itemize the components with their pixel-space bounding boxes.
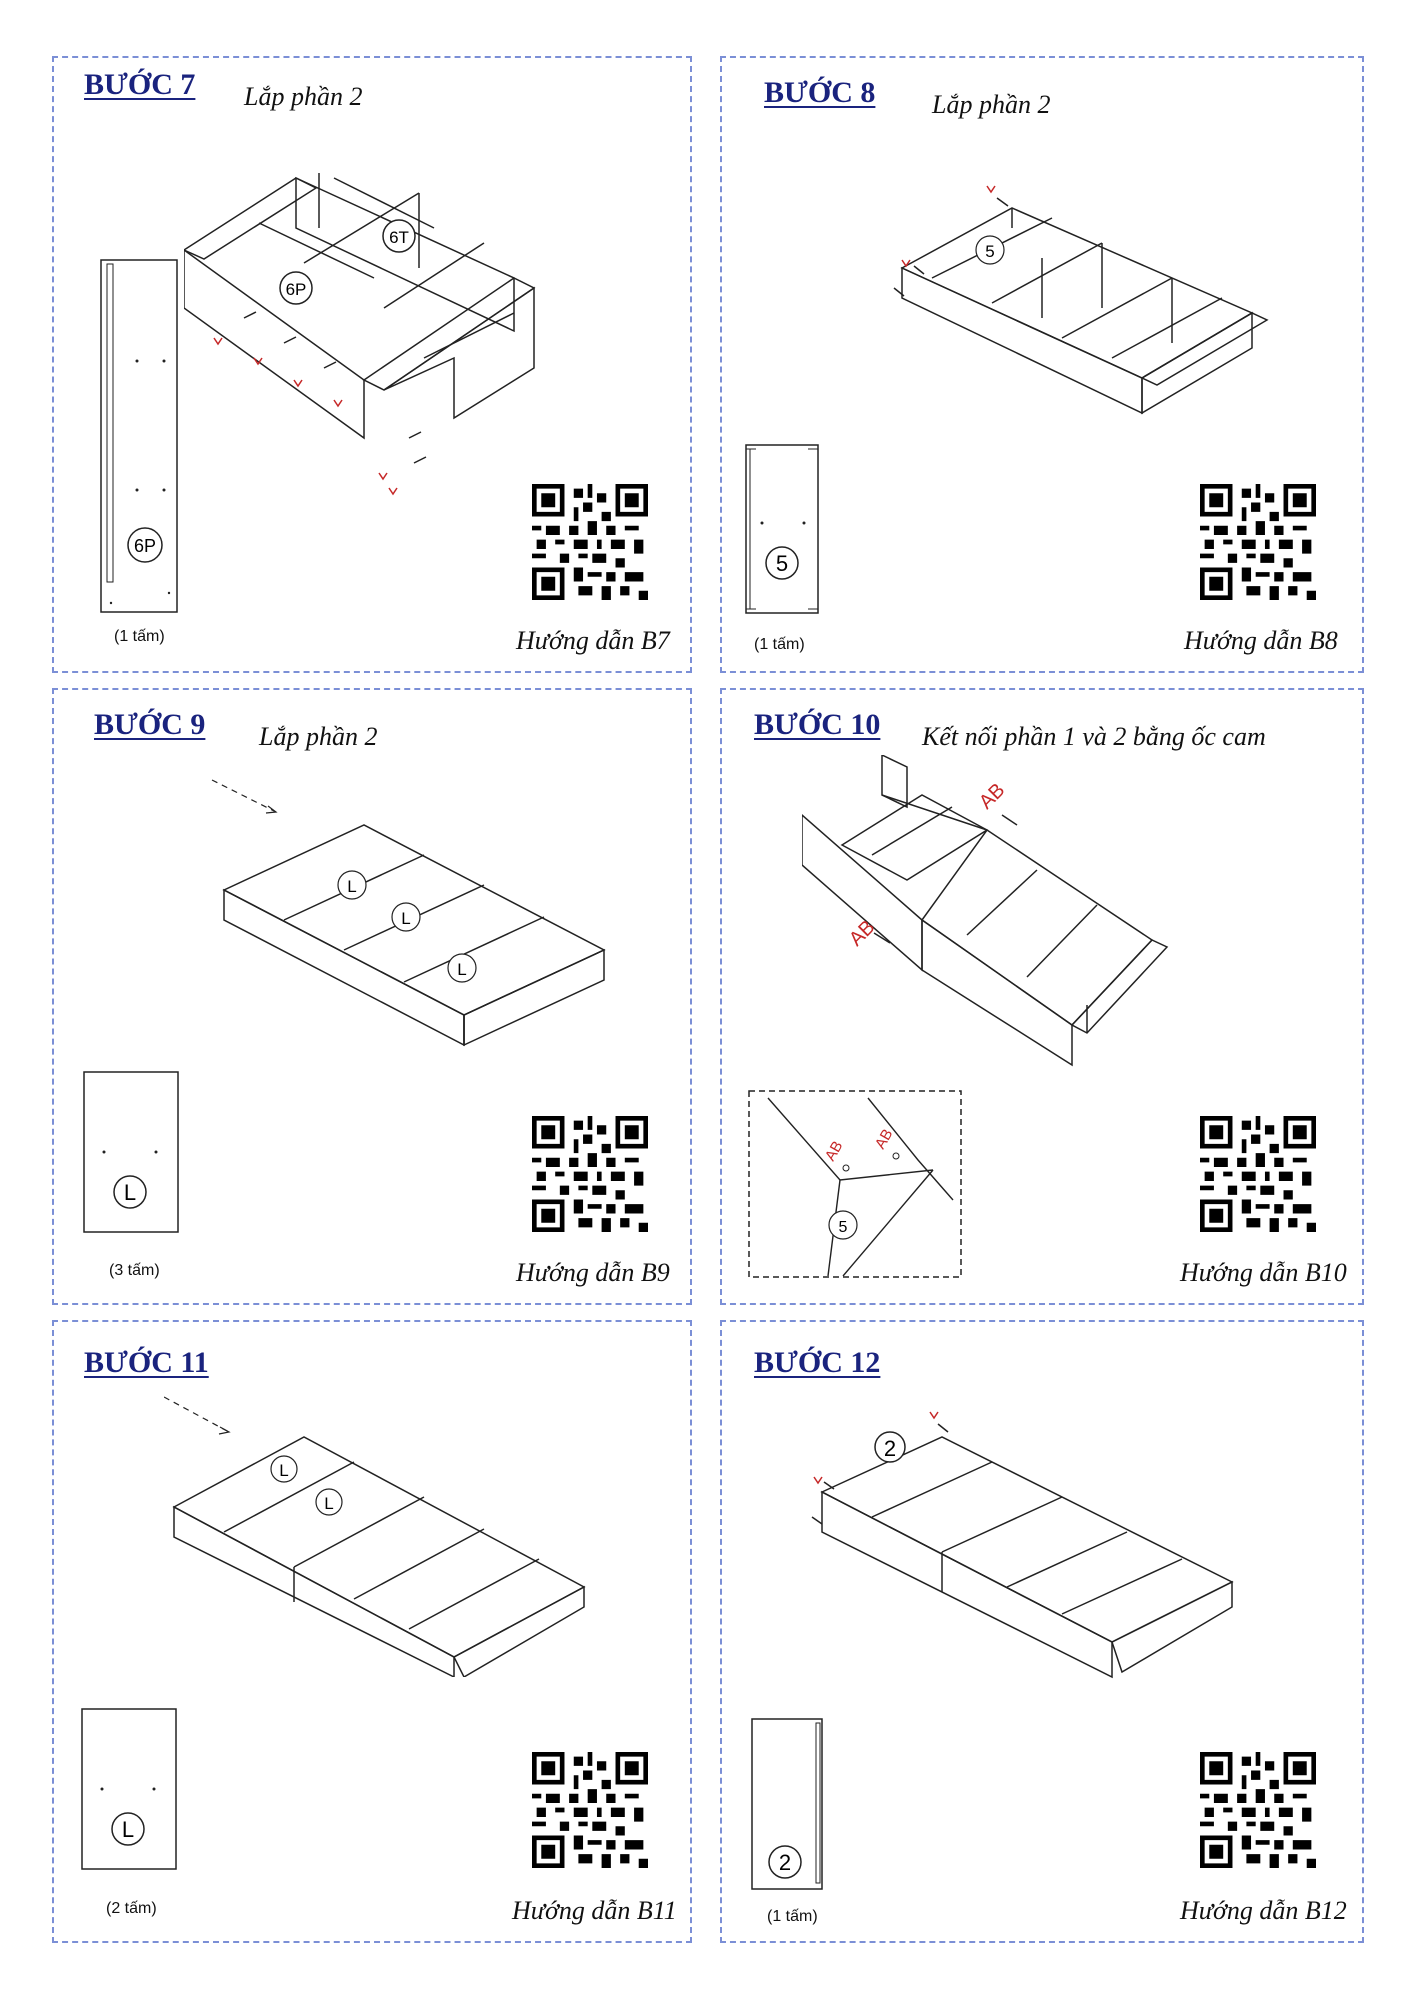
step-7-quantity: (1 tấm) <box>114 628 165 645</box>
step-10-title: BƯỚC 10 <box>754 708 881 741</box>
qr-code-icon[interactable] <box>1200 1116 1316 1232</box>
part-2-panel <box>750 1717 830 1895</box>
part-2-label: 2 <box>778 1850 792 1875</box>
step-12-title: BƯỚC 12 <box>754 1346 881 1379</box>
step-11-guide-label[interactable]: Hướng dẫn B11 <box>512 1896 677 1925</box>
step-12-quantity: (1 tấm) <box>767 1908 818 1925</box>
label-l-4: L <box>279 1461 289 1480</box>
qr-code-icon[interactable] <box>532 1116 648 1232</box>
step-9-assembly <box>204 750 624 1060</box>
qr-code-icon[interactable] <box>532 484 648 600</box>
part-l-panel <box>82 1070 182 1240</box>
label-ab-inset-1: AB <box>821 1138 847 1164</box>
step-12-assembly <box>802 1382 1252 1682</box>
part-6p-label: 6P <box>133 536 157 556</box>
qr-code-icon[interactable] <box>532 1752 648 1868</box>
qr-code-icon[interactable] <box>1200 484 1316 600</box>
step-8-guide-label[interactable]: Hướng dẫn B8 <box>1184 626 1338 655</box>
label-2-assembly: 2 <box>883 1436 897 1461</box>
label-l-2: L <box>401 909 411 928</box>
part-5-label: 5 <box>775 551 789 576</box>
step-10-guide-label[interactable]: Hướng dẫn B10 <box>1180 1258 1347 1287</box>
step-7-title: BƯỚC 7 <box>84 68 196 101</box>
step-7-panel <box>52 56 692 673</box>
step-7-guide-label[interactable]: Hướng dẫn B7 <box>516 626 670 655</box>
part-5-panel <box>744 443 824 618</box>
step-10-subtitle: Kết nối phần 1 và 2 bằng ốc cam <box>922 722 1266 751</box>
step-11-quantity: (2 tấm) <box>106 1900 157 1917</box>
step-11-panel <box>52 1320 692 1943</box>
step-10-panel <box>720 688 1364 1305</box>
step-12-panel <box>720 1320 1364 1943</box>
label-6p: 6P <box>285 280 307 299</box>
part-l-label-2: L <box>121 1817 135 1842</box>
step-10-detail-inset <box>748 1090 963 1280</box>
label-ab-top: AB <box>974 779 1010 814</box>
label-l-3: L <box>457 960 467 979</box>
step-9-title: BƯỚC 9 <box>94 708 206 741</box>
part-5-inset-label: 5 <box>838 1219 848 1236</box>
step-8-title: BƯỚC 8 <box>764 76 876 109</box>
label-l-1: L <box>347 877 357 896</box>
step-8-panel <box>720 56 1364 673</box>
label-6t: 6T <box>389 228 409 247</box>
step-11-assembly <box>164 1377 594 1677</box>
part-l-label: L <box>123 1180 137 1205</box>
label-l-5: L <box>324 1494 334 1513</box>
step-8-quantity: (1 tấm) <box>754 636 805 653</box>
part-6p-panel <box>99 258 189 618</box>
label-5-assembly: 5 <box>985 242 995 261</box>
step-9-quantity: (3 tấm) <box>109 1262 160 1279</box>
step-11-title: BƯỚC 11 <box>84 1346 209 1379</box>
step-9-subtitle: Lắp phần 2 <box>259 722 378 751</box>
step-7-assembly <box>184 118 544 498</box>
label-ab-inset-2: AB <box>871 1126 897 1152</box>
step-9-guide-label[interactable]: Hướng dẫn B9 <box>516 1258 670 1287</box>
step-8-subtitle: Lắp phần 2 <box>932 90 1051 119</box>
step-9-panel <box>52 688 692 1305</box>
label-ab-side: AB <box>844 916 880 951</box>
part-l-panel-2 <box>80 1707 180 1877</box>
step-12-guide-label[interactable]: Hướng dẫn B12 <box>1180 1896 1347 1925</box>
qr-code-icon[interactable] <box>1200 1752 1316 1868</box>
step-8-assembly <box>892 138 1322 438</box>
step-7-subtitle: Lắp phần 2 <box>244 82 363 111</box>
